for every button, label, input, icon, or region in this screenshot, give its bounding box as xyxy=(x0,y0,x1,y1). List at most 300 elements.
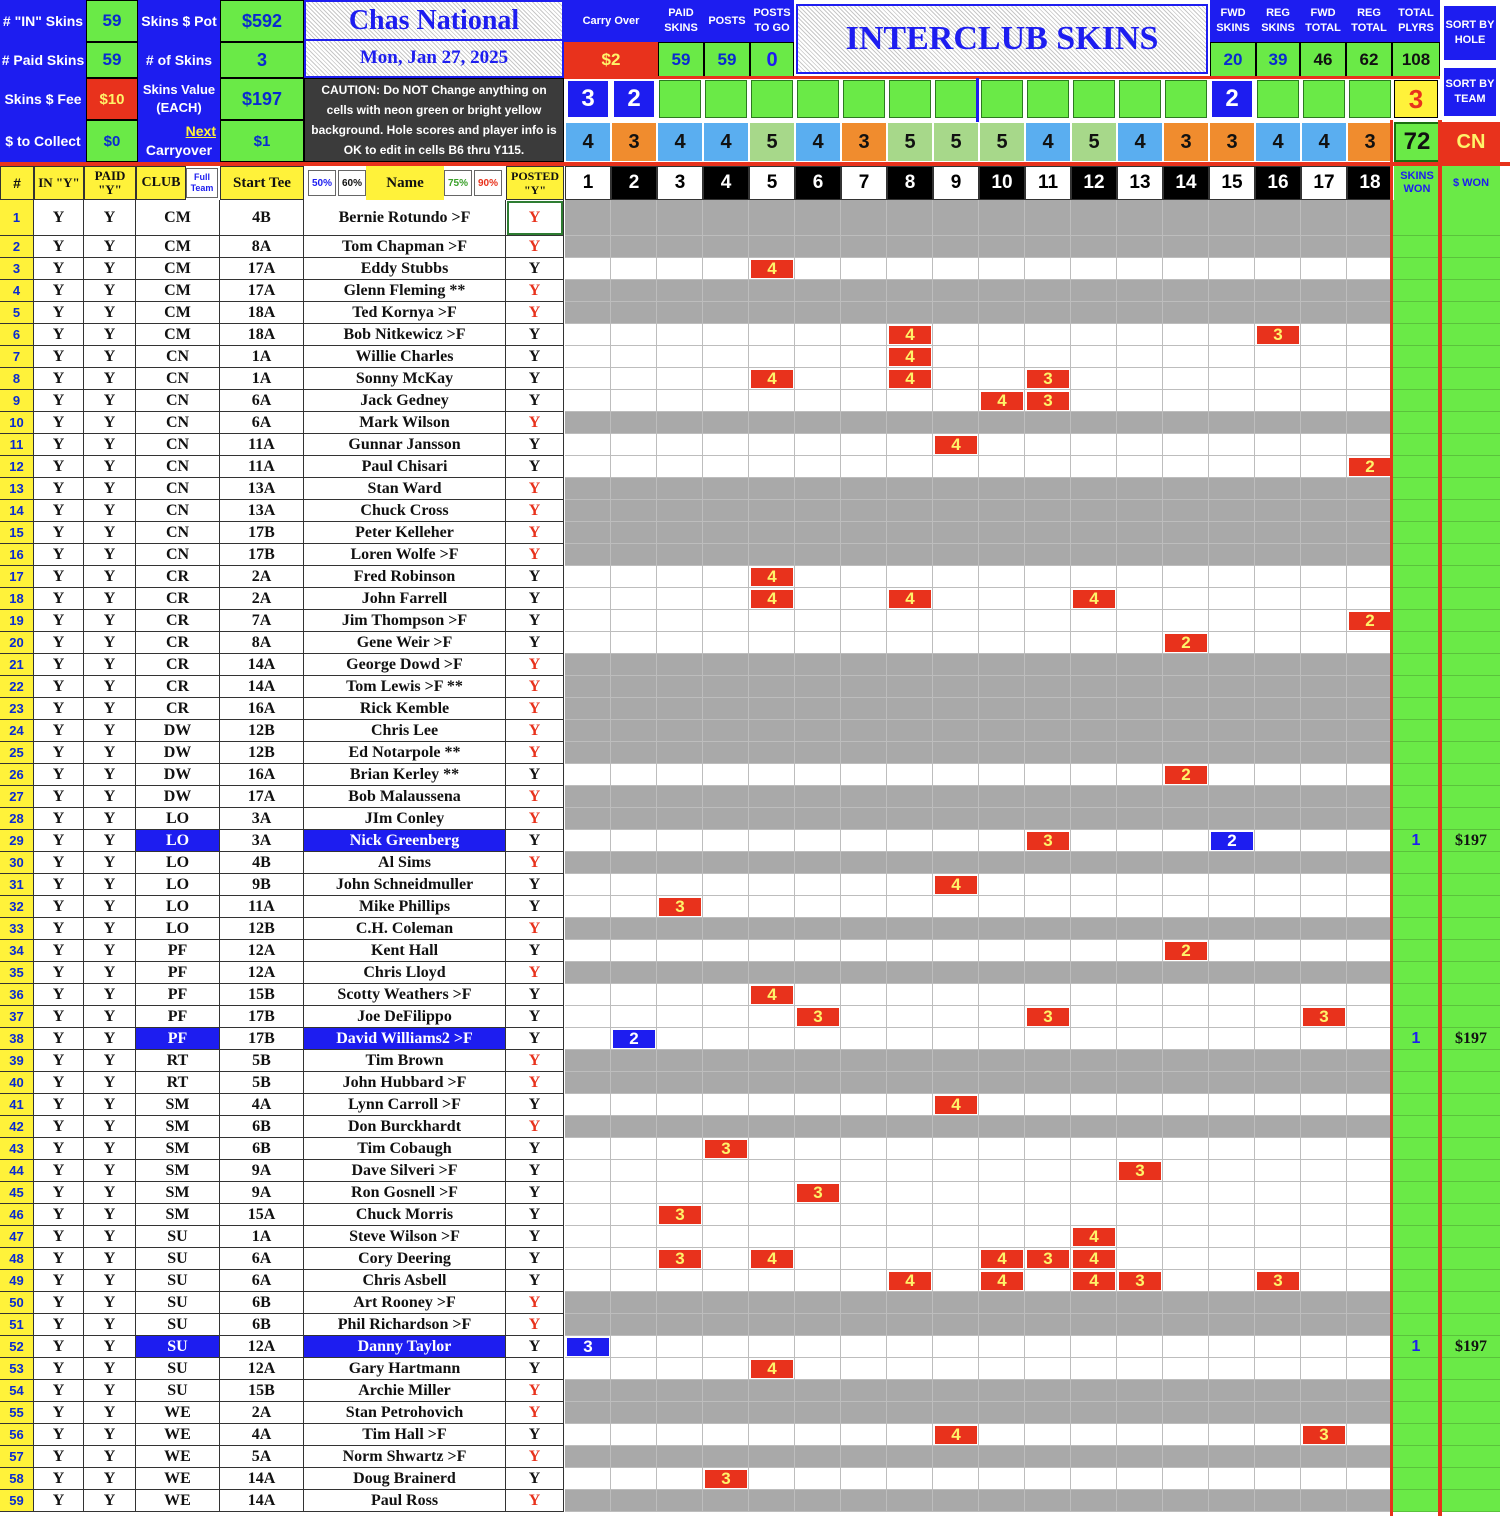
score-cell[interactable] xyxy=(1347,1424,1393,1446)
score-cell[interactable] xyxy=(1301,1072,1347,1094)
score-cell[interactable] xyxy=(1301,984,1347,1006)
score-cell[interactable] xyxy=(565,1402,611,1424)
player-name[interactable]: Art Rooney >F xyxy=(304,1292,506,1314)
paid-flag[interactable]: Y xyxy=(84,1182,136,1204)
score-cell[interactable] xyxy=(1301,1248,1347,1270)
score-cell[interactable] xyxy=(1117,984,1163,1006)
score-cell[interactable] xyxy=(887,1358,933,1380)
score-cell[interactable] xyxy=(795,368,841,390)
score-cell[interactable] xyxy=(1071,896,1117,918)
score-cell[interactable] xyxy=(933,280,979,302)
score-cell[interactable] xyxy=(841,830,887,852)
score-cell[interactable] xyxy=(565,1424,611,1446)
score-cell[interactable] xyxy=(703,1270,749,1292)
score-cell[interactable] xyxy=(795,786,841,808)
start-tee[interactable]: 5B xyxy=(220,1050,304,1072)
score-cell[interactable] xyxy=(795,1402,841,1424)
score-cell[interactable] xyxy=(1347,1446,1393,1468)
score-cell[interactable] xyxy=(933,918,979,940)
score-cell[interactable] xyxy=(1255,896,1301,918)
score-cell[interactable] xyxy=(979,852,1025,874)
score-cell[interactable] xyxy=(795,676,841,698)
score-cell[interactable] xyxy=(1163,588,1209,610)
score-cell[interactable] xyxy=(1209,236,1255,258)
score-cell[interactable] xyxy=(979,368,1025,390)
score-cell[interactable] xyxy=(933,764,979,786)
score-cell[interactable] xyxy=(979,742,1025,764)
score-cell[interactable] xyxy=(1347,236,1393,258)
score-cell[interactable] xyxy=(1117,500,1163,522)
score-cell[interactable] xyxy=(1025,808,1071,830)
score-cell[interactable] xyxy=(1117,698,1163,720)
start-tee[interactable]: 9A xyxy=(220,1160,304,1182)
club-code[interactable]: SM xyxy=(136,1182,220,1204)
score-cell[interactable] xyxy=(1071,1292,1117,1314)
paid-flag[interactable]: Y xyxy=(84,720,136,742)
score-cell[interactable] xyxy=(1301,1292,1347,1314)
score-cell[interactable] xyxy=(1301,742,1347,764)
in-flag[interactable]: Y xyxy=(34,1270,84,1292)
score-cell[interactable] xyxy=(795,200,841,236)
start-tee[interactable]: 6B xyxy=(220,1116,304,1138)
score-cell[interactable] xyxy=(933,962,979,984)
score-cell[interactable] xyxy=(933,720,979,742)
score-cell[interactable] xyxy=(703,412,749,434)
start-tee[interactable]: 8A xyxy=(220,632,304,654)
score-cell[interactable] xyxy=(1071,720,1117,742)
score-cell[interactable] xyxy=(979,632,1025,654)
score-cell[interactable] xyxy=(1301,522,1347,544)
in-flag[interactable]: Y xyxy=(34,786,84,808)
club-code[interactable]: CN xyxy=(136,478,220,500)
score-cell[interactable] xyxy=(1163,1072,1209,1094)
posted-flag[interactable]: Y xyxy=(506,1204,564,1226)
paid-flag[interactable]: Y xyxy=(84,610,136,632)
score-cell[interactable] xyxy=(795,984,841,1006)
score-cell[interactable] xyxy=(1163,1138,1209,1160)
club-code[interactable]: CM xyxy=(136,200,220,236)
score-cell[interactable] xyxy=(979,1050,1025,1072)
score-cell[interactable] xyxy=(795,742,841,764)
score-cell[interactable] xyxy=(841,698,887,720)
score-cell[interactable] xyxy=(1163,1468,1209,1490)
score-cell[interactable] xyxy=(657,478,703,500)
score-cell[interactable] xyxy=(749,720,795,742)
score-cell[interactable] xyxy=(841,654,887,676)
score-cell[interactable] xyxy=(933,1336,979,1358)
score-cell[interactable] xyxy=(611,566,657,588)
score-cell[interactable] xyxy=(933,1028,979,1050)
score-cell[interactable] xyxy=(657,1468,703,1490)
score-cell[interactable] xyxy=(1117,1116,1163,1138)
score-cell[interactable] xyxy=(1117,236,1163,258)
player-name[interactable]: Tom Chapman >F xyxy=(304,236,506,258)
score-cell[interactable] xyxy=(1209,632,1255,654)
score-cell[interactable] xyxy=(887,200,933,236)
score-cell[interactable] xyxy=(1025,1314,1071,1336)
club-code[interactable]: CN xyxy=(136,500,220,522)
paid-flag[interactable]: Y xyxy=(84,1072,136,1094)
score-cell[interactable] xyxy=(749,456,795,478)
score-cell[interactable] xyxy=(795,258,841,280)
score-cell[interactable] xyxy=(565,1160,611,1182)
score-cell[interactable] xyxy=(1347,522,1393,544)
score-cell[interactable] xyxy=(703,588,749,610)
score-cell[interactable] xyxy=(887,1116,933,1138)
score-cell[interactable] xyxy=(1301,302,1347,324)
score-cell[interactable] xyxy=(1347,1270,1393,1292)
score-cell[interactable] xyxy=(1209,1226,1255,1248)
score-cell[interactable] xyxy=(611,1072,657,1094)
in-flag[interactable]: Y xyxy=(34,1248,84,1270)
score-cell[interactable] xyxy=(887,1402,933,1424)
score-cell[interactable] xyxy=(1163,1226,1209,1248)
in-flag[interactable]: Y xyxy=(34,1050,84,1072)
score-cell[interactable] xyxy=(1163,918,1209,940)
score-cell[interactable] xyxy=(1209,610,1255,632)
score-cell[interactable] xyxy=(841,1468,887,1490)
score-cell[interactable] xyxy=(703,1204,749,1226)
score-cell[interactable] xyxy=(703,1182,749,1204)
score-cell[interactable] xyxy=(887,676,933,698)
start-tee[interactable]: 2A xyxy=(220,588,304,610)
score-cell[interactable] xyxy=(1025,1292,1071,1314)
start-tee[interactable]: 1A xyxy=(220,368,304,390)
paid-flag[interactable]: Y xyxy=(84,200,136,236)
score-cell[interactable] xyxy=(1025,786,1071,808)
score-cell[interactable] xyxy=(1025,1358,1071,1380)
score-cell[interactable] xyxy=(933,830,979,852)
score-cell[interactable] xyxy=(703,1402,749,1424)
score-cell[interactable] xyxy=(1301,236,1347,258)
player-name[interactable]: John Hubbard >F xyxy=(304,1072,506,1094)
start-tee[interactable]: 17B xyxy=(220,522,304,544)
player-name[interactable]: Tim Cobaugh xyxy=(304,1138,506,1160)
score-cell[interactable] xyxy=(657,632,703,654)
score-cell[interactable] xyxy=(1071,478,1117,500)
paid-flag[interactable]: Y xyxy=(84,1138,136,1160)
score-cell[interactable] xyxy=(1347,588,1393,610)
player-name[interactable]: Stan Petrohovich xyxy=(304,1402,506,1424)
score-cell[interactable] xyxy=(1255,456,1301,478)
score-cell[interactable] xyxy=(1163,412,1209,434)
paid-flag[interactable]: Y xyxy=(84,786,136,808)
paid-flag[interactable]: Y xyxy=(84,1292,136,1314)
score-cell[interactable] xyxy=(1347,478,1393,500)
score-cell[interactable] xyxy=(1209,544,1255,566)
player-name[interactable]: Stan Ward xyxy=(304,478,506,500)
in-flag[interactable]: Y xyxy=(34,412,84,434)
start-tee[interactable]: 4B xyxy=(220,852,304,874)
club-code[interactable]: WE xyxy=(136,1402,220,1424)
score-cell[interactable] xyxy=(1255,1006,1301,1028)
score-cell[interactable] xyxy=(1071,1468,1117,1490)
score-cell[interactable] xyxy=(1209,1270,1255,1292)
score-cell[interactable] xyxy=(933,1226,979,1248)
in-flag[interactable]: Y xyxy=(34,500,84,522)
score-cell[interactable] xyxy=(933,852,979,874)
score-cell[interactable] xyxy=(565,478,611,500)
score-cell[interactable] xyxy=(565,588,611,610)
score-cell[interactable] xyxy=(979,830,1025,852)
score-cell[interactable] xyxy=(657,302,703,324)
score-cell[interactable] xyxy=(703,786,749,808)
paid-flag[interactable]: Y xyxy=(84,1380,136,1402)
score-cell[interactable] xyxy=(933,1072,979,1094)
score-cell[interactable] xyxy=(933,1248,979,1270)
score-cell[interactable] xyxy=(979,1094,1025,1116)
score-cell[interactable] xyxy=(703,1094,749,1116)
score-cell[interactable] xyxy=(1025,1380,1071,1402)
score-cell[interactable] xyxy=(611,1314,657,1336)
score-cell[interactable] xyxy=(1025,764,1071,786)
score-cell[interactable] xyxy=(1347,1402,1393,1424)
score-cell[interactable] xyxy=(1255,566,1301,588)
score-cell[interactable] xyxy=(979,258,1025,280)
paid-flag[interactable]: Y xyxy=(84,1490,136,1512)
score-cell[interactable] xyxy=(979,808,1025,830)
score-cell[interactable] xyxy=(795,1226,841,1248)
player-name[interactable]: Paul Chisari xyxy=(304,456,506,478)
score-cell[interactable] xyxy=(1025,918,1071,940)
score-cell[interactable] xyxy=(657,566,703,588)
posted-flag[interactable]: Y xyxy=(506,1336,564,1358)
score-cell[interactable] xyxy=(979,1402,1025,1424)
score-cell[interactable] xyxy=(1117,632,1163,654)
posted-flag[interactable]: Y xyxy=(506,720,564,742)
score-cell[interactable] xyxy=(933,522,979,544)
score-cell[interactable] xyxy=(841,258,887,280)
score-cell[interactable] xyxy=(979,1468,1025,1490)
score-cell[interactable] xyxy=(1025,566,1071,588)
score-cell[interactable] xyxy=(1301,1270,1347,1292)
score-cell[interactable] xyxy=(1163,522,1209,544)
score-cell[interactable] xyxy=(565,940,611,962)
score-cell[interactable] xyxy=(1117,258,1163,280)
posted-flag[interactable]: Y xyxy=(506,456,564,478)
score-cell[interactable] xyxy=(1209,786,1255,808)
score-cell[interactable] xyxy=(1071,874,1117,896)
start-tee[interactable]: 6B xyxy=(220,1292,304,1314)
score-cell[interactable] xyxy=(657,962,703,984)
score-cell[interactable] xyxy=(1255,1094,1301,1116)
score-cell[interactable] xyxy=(1025,324,1071,346)
in-flag[interactable]: Y xyxy=(34,1028,84,1050)
score-cell[interactable] xyxy=(795,1358,841,1380)
player-name[interactable]: Don Burckhardt xyxy=(304,1116,506,1138)
score-cell[interactable] xyxy=(979,1182,1025,1204)
score-cell[interactable] xyxy=(1255,522,1301,544)
score-cell[interactable] xyxy=(979,1292,1025,1314)
score-cell[interactable] xyxy=(565,654,611,676)
in-flag[interactable]: Y xyxy=(34,1226,84,1248)
score-cell[interactable] xyxy=(1347,698,1393,720)
score-cell[interactable] xyxy=(1255,1248,1301,1270)
score-cell[interactable] xyxy=(1209,654,1255,676)
paid-flag[interactable]: Y xyxy=(84,522,136,544)
paid-flag[interactable]: Y xyxy=(84,764,136,786)
score-cell[interactable] xyxy=(795,456,841,478)
in-flag[interactable]: Y xyxy=(34,1182,84,1204)
score-cell[interactable] xyxy=(841,1226,887,1248)
score-cell[interactable] xyxy=(887,1204,933,1226)
score-cell[interactable] xyxy=(703,1292,749,1314)
posted-flag[interactable]: Y xyxy=(506,1490,564,1512)
score-cell[interactable] xyxy=(1025,1094,1071,1116)
score-cell[interactable] xyxy=(933,236,979,258)
score-cell[interactable] xyxy=(611,786,657,808)
score-cell[interactable] xyxy=(565,1182,611,1204)
start-tee[interactable]: 12A xyxy=(220,940,304,962)
score-cell[interactable] xyxy=(749,478,795,500)
paid-flag[interactable]: Y xyxy=(84,1446,136,1468)
player-name[interactable]: Norm Shwartz >F xyxy=(304,1446,506,1468)
score-cell[interactable] xyxy=(795,1468,841,1490)
score-cell[interactable] xyxy=(1025,346,1071,368)
score-cell[interactable] xyxy=(1255,200,1301,236)
score-cell[interactable] xyxy=(979,1006,1025,1028)
in-flag[interactable]: Y xyxy=(34,1138,84,1160)
score-cell[interactable] xyxy=(795,1336,841,1358)
score-cell[interactable] xyxy=(841,632,887,654)
club-code[interactable]: WE xyxy=(136,1424,220,1446)
club-code[interactable]: CR xyxy=(136,566,220,588)
score-cell[interactable] xyxy=(841,962,887,984)
score-cell[interactable] xyxy=(703,236,749,258)
score-cell[interactable] xyxy=(1163,698,1209,720)
score-cell[interactable] xyxy=(565,1072,611,1094)
start-tee[interactable]: 17B xyxy=(220,1006,304,1028)
start-tee[interactable]: 16A xyxy=(220,764,304,786)
in-flag[interactable]: Y xyxy=(34,1402,84,1424)
start-tee[interactable]: 6A xyxy=(220,1270,304,1292)
start-tee[interactable]: 15A xyxy=(220,1204,304,1226)
score-cell[interactable] xyxy=(657,1270,703,1292)
score-cell[interactable] xyxy=(1347,1182,1393,1204)
score-cell[interactable] xyxy=(1347,368,1393,390)
score-cell[interactable] xyxy=(657,720,703,742)
score-cell[interactable] xyxy=(611,1490,657,1512)
score-cell[interactable] xyxy=(565,610,611,632)
score-cell[interactable] xyxy=(703,896,749,918)
score-cell[interactable] xyxy=(657,434,703,456)
score-cell[interactable] xyxy=(1117,1006,1163,1028)
club-code[interactable]: PF xyxy=(136,984,220,1006)
player-name[interactable]: David Williams2 >F xyxy=(304,1028,506,1050)
score-cell[interactable] xyxy=(1117,1182,1163,1204)
club-code[interactable]: CM xyxy=(136,258,220,280)
score-cell[interactable] xyxy=(1025,1446,1071,1468)
score-cell[interactable] xyxy=(1255,1226,1301,1248)
score-cell[interactable] xyxy=(1071,236,1117,258)
score-cell[interactable] xyxy=(1255,1402,1301,1424)
score-cell[interactable] xyxy=(1301,588,1347,610)
score-cell[interactable] xyxy=(611,1336,657,1358)
score-cell[interactable] xyxy=(565,1292,611,1314)
start-tee[interactable]: 13A xyxy=(220,500,304,522)
score-cell[interactable] xyxy=(841,1336,887,1358)
score-cell[interactable] xyxy=(1301,1182,1347,1204)
score-cell[interactable] xyxy=(565,698,611,720)
score-cell[interactable] xyxy=(749,1138,795,1160)
score-cell[interactable] xyxy=(979,1160,1025,1182)
score-cell[interactable] xyxy=(565,1468,611,1490)
score-cell[interactable] xyxy=(703,522,749,544)
score-cell[interactable] xyxy=(749,1028,795,1050)
score-cell[interactable] xyxy=(1025,588,1071,610)
in-flag[interactable]: Y xyxy=(34,610,84,632)
score-cell[interactable] xyxy=(1071,808,1117,830)
score-cell[interactable] xyxy=(887,1446,933,1468)
score-cell[interactable] xyxy=(1209,1050,1255,1072)
score-cell[interactable] xyxy=(1255,1314,1301,1336)
score-cell[interactable] xyxy=(1347,896,1393,918)
score-cell[interactable] xyxy=(565,544,611,566)
score-cell[interactable] xyxy=(933,1490,979,1512)
in-flag[interactable]: Y xyxy=(34,1160,84,1182)
posted-flag[interactable]: Y xyxy=(506,200,564,236)
score-cell[interactable] xyxy=(887,1138,933,1160)
paid-flag[interactable]: Y xyxy=(84,500,136,522)
in-flag[interactable]: Y xyxy=(34,1336,84,1358)
score-cell[interactable] xyxy=(795,962,841,984)
player-name[interactable]: Chuck Morris xyxy=(304,1204,506,1226)
score-cell[interactable] xyxy=(841,1116,887,1138)
score-cell[interactable] xyxy=(1209,324,1255,346)
paid-flag[interactable]: Y xyxy=(84,1094,136,1116)
score-cell[interactable] xyxy=(933,302,979,324)
score-cell[interactable] xyxy=(749,962,795,984)
paid-flag[interactable]: Y xyxy=(84,852,136,874)
in-flag[interactable]: Y xyxy=(34,346,84,368)
score-cell[interactable] xyxy=(1117,390,1163,412)
score-cell[interactable] xyxy=(1209,1380,1255,1402)
score-cell[interactable] xyxy=(1209,368,1255,390)
score-cell[interactable] xyxy=(1255,1336,1301,1358)
score-cell[interactable] xyxy=(1347,1336,1393,1358)
score-cell[interactable] xyxy=(887,1006,933,1028)
start-tee[interactable]: 6B xyxy=(220,1314,304,1336)
paid-flag[interactable]: Y xyxy=(84,368,136,390)
score-cell[interactable] xyxy=(611,368,657,390)
in-flag[interactable]: Y xyxy=(34,830,84,852)
score-cell[interactable] xyxy=(1209,1094,1255,1116)
score-cell[interactable] xyxy=(1255,654,1301,676)
score-cell[interactable] xyxy=(611,1402,657,1424)
score-cell[interactable] xyxy=(795,1160,841,1182)
score-cell[interactable] xyxy=(841,742,887,764)
score-cell[interactable] xyxy=(611,1050,657,1072)
score-cell[interactable] xyxy=(979,676,1025,698)
player-name[interactable]: George Dowd >F xyxy=(304,654,506,676)
paid-flag[interactable]: Y xyxy=(84,654,136,676)
score-cell[interactable] xyxy=(749,1204,795,1226)
score-cell[interactable] xyxy=(1301,1138,1347,1160)
score-cell[interactable] xyxy=(657,1446,703,1468)
score-cell[interactable] xyxy=(1025,1028,1071,1050)
score-cell[interactable] xyxy=(1071,434,1117,456)
score-cell[interactable] xyxy=(611,1094,657,1116)
start-tee[interactable]: 14A xyxy=(220,1468,304,1490)
score-cell[interactable] xyxy=(1255,478,1301,500)
score-cell[interactable] xyxy=(795,1204,841,1226)
score-cell[interactable] xyxy=(1301,852,1347,874)
paid-flag[interactable]: Y xyxy=(84,324,136,346)
score-cell[interactable] xyxy=(1301,258,1347,280)
start-tee[interactable]: 16A xyxy=(220,698,304,720)
score-cell[interactable] xyxy=(611,200,657,236)
in-flag[interactable]: Y xyxy=(34,1292,84,1314)
